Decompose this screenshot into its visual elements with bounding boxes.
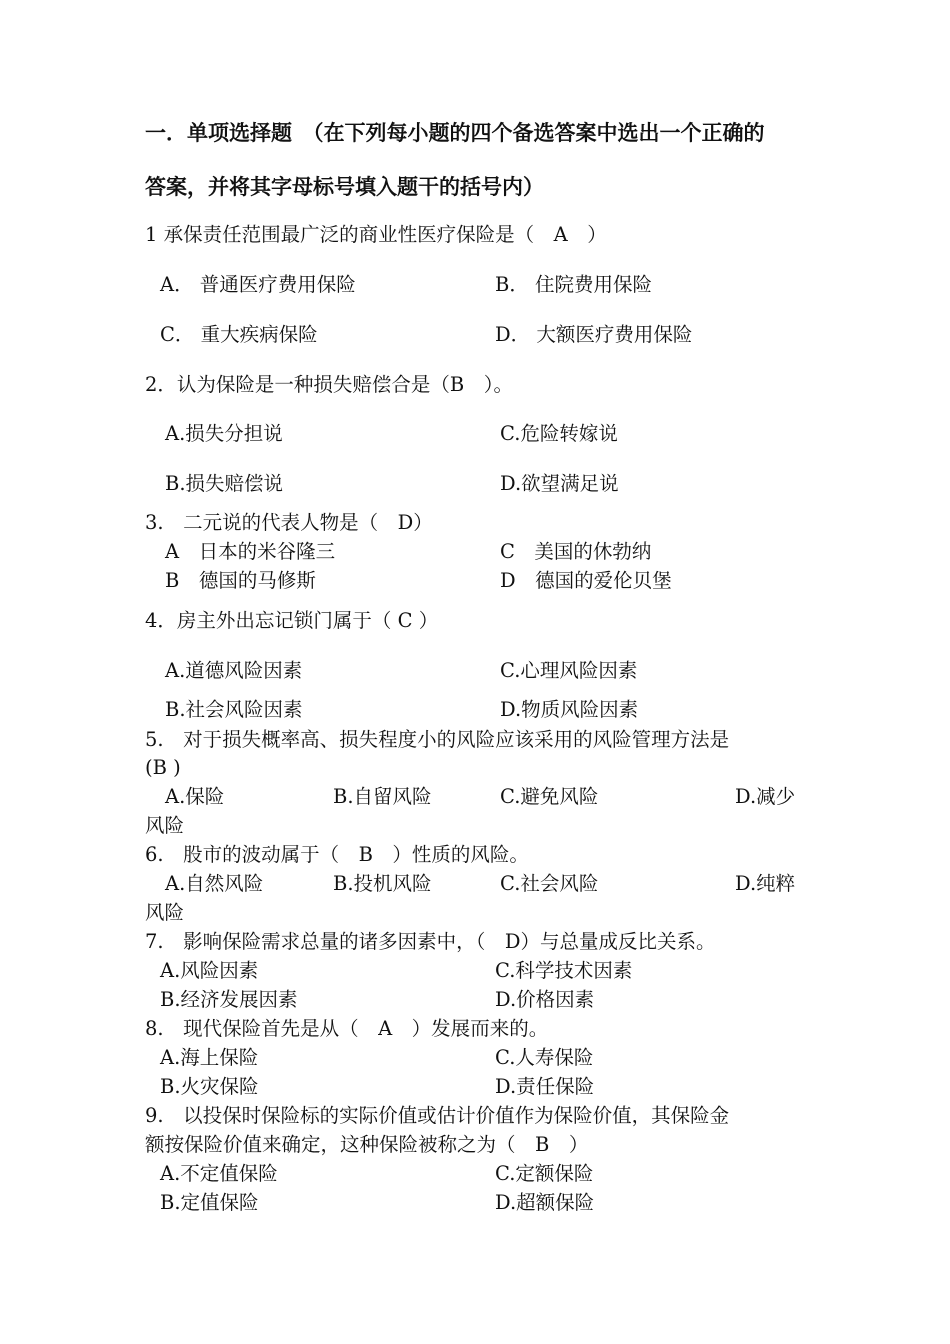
question-5-option-c: C.避免风险 [500,785,599,808]
section-heading-line2: 答案，并将其字母标号填入题干的括号内） [145,175,544,199]
question-8-option-2: C.人寿保险 [495,1046,594,1069]
question-4-option-2: C.心理风险因素 [500,659,638,682]
question-8-option-4: D.责任保险 [495,1075,595,1098]
question-7-option-1: A.风险因素 [160,959,259,982]
question-2-option-2: C.危险转嫁说 [500,422,618,445]
question-2-option-1: A.损失分担说 [165,422,283,445]
question-8-option-1: A.海上保险 [160,1046,259,1069]
question-1-option-d: D． 大额医疗费用保险 [495,323,693,346]
question-9-option-2: C.定额保险 [495,1162,594,1185]
question-4-option-4: D.物质风险因素 [500,698,639,721]
question-3-option-4: D 德国的爱伦贝堡 [500,569,672,592]
question-6-option-d: D.纯粹 [735,872,796,895]
question-3-stem: 3. 二元说的代表人物是（ D） [145,511,433,534]
question-4-option-1: A.道德风险因素 [165,659,303,682]
question-3-option-2: C 美国的休勃纳 [500,540,652,563]
question-9-stem-line1: 9. 以投保时保险标的实际价值或估计价值作为保险价值，其保险金 [145,1104,730,1127]
question-5-option-b: B.自留风险 [333,785,432,808]
question-1-option-c: C． 重大疾病保险 [160,323,318,346]
question-6-option-d-wrap: 风险 [145,901,185,924]
question-4-option-3: B.社会风险因素 [165,698,303,721]
question-6-option-b: B.投机风险 [333,872,432,895]
question-1-option-b: B． 住院费用保险 [495,273,653,296]
question-9-option-3: B.定值保险 [160,1191,259,1214]
question-2-stem: 2．认为保险是一种损失赔偿合是（B ）。 [145,373,513,396]
question-7-stem: 7. 影响保险需求总量的诸多因素中，（ D）与总量成反比关系。 [145,930,716,953]
question-7-option-4: D.价格因素 [495,988,595,1011]
question-6-stem: 6. 股市的波动属于（ B ）性质的风险。 [145,843,529,866]
question-3-option-3: B 德国的马修斯 [165,569,316,592]
question-2-option-3: B.损失赔偿说 [165,472,284,495]
question-9-option-4: D.超额保险 [495,1191,595,1214]
question-5-option-a: A.保险 [165,785,225,808]
question-2-option-4: D.欲望满足说 [500,472,619,495]
question-3-option-1: A 日本的米谷隆三 [165,540,336,563]
question-1-option-a: A． 普通医疗费用保险 [160,273,356,296]
question-7-option-3: B.经济发展因素 [160,988,298,1011]
question-6-option-a: A.自然风险 [165,872,264,895]
section-heading-line1: 一．单项选择题 （在下列每小题的四个备选答案中选出一个正确的 [145,121,765,145]
question-5-option-d-wrap: 风险 [145,814,185,837]
question-4-stem: 4．房主外出忘记锁门属于（ C ） [145,609,439,632]
question-5-stem-line1: 5. 对于损失概率高、损失程度小的风险应该采用的风险管理方法是 [145,728,730,751]
question-8-option-3: B.火灾保险 [160,1075,259,1098]
question-1-stem: 1 承保责任范围最广泛的商业性医疗保险是（ A ） [145,223,607,246]
question-9-option-1: A.不定值保险 [160,1162,278,1185]
question-8-stem: 8. 现代保险首先是从（ A ）发展而来的。 [145,1017,549,1040]
question-5-option-d: D.减少 [735,785,796,808]
question-6-option-c: C.社会风险 [500,872,599,895]
question-9-stem-line2: 额按保险价值来确定，这种保险被称之为（ B ） [145,1133,589,1156]
question-7-option-2: C.科学技术因素 [495,959,633,982]
question-5-stem-line2: (B ) [145,756,181,779]
